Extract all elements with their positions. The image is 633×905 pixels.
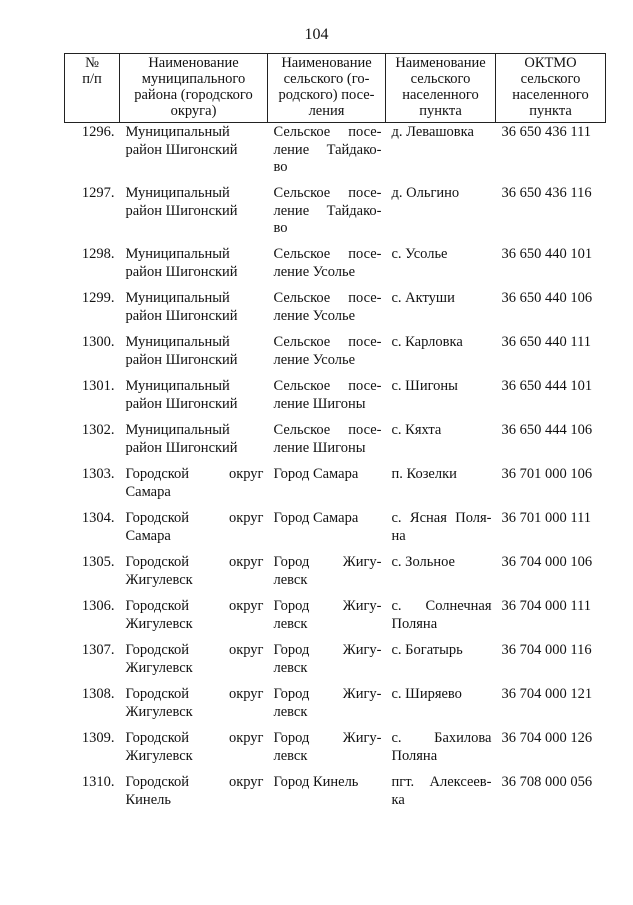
cell-line: ление Усолье [273, 351, 356, 368]
table-row [65, 554, 606, 598]
header-settlement: Наименование сельского (го- родского) посе- ления [268, 54, 386, 123]
cell-line: Муниципальный [125, 124, 230, 140]
cell-line: с. Зольное [391, 554, 455, 570]
row-number: 1307. [81, 642, 115, 658]
cell-line: Жигулевск [125, 571, 193, 588]
cell-line: район Шигонский [125, 307, 238, 324]
district-cell [120, 334, 268, 378]
cell-line: Сельское посе- [273, 378, 382, 394]
locality-cell [386, 774, 496, 818]
cell-line: Сельское посе- [273, 185, 382, 201]
oktmo-cell: 36 701 000 111 [501, 510, 592, 526]
cell-line: левск [273, 571, 308, 588]
cell-line: Сельское посе- [273, 124, 382, 140]
table-row [65, 598, 606, 642]
cell-line: Кинель [125, 791, 171, 808]
cell-line: ление Шигоны [273, 395, 366, 412]
row-number: 1303. [81, 466, 115, 482]
header-oktmo: ОКТМО сельского населенного пункта [496, 54, 606, 123]
oktmo-cell: 36 704 000 126 [501, 730, 593, 746]
oktmo-cell: 36 650 440 101 [501, 246, 593, 262]
settlement-cell [268, 686, 386, 730]
district-cell [120, 123, 268, 186]
cell-line: с. Богатырь [391, 642, 463, 658]
cell-line: Самара [125, 527, 171, 544]
cell-line: ление Тайдако- [273, 202, 382, 219]
cell-line: д. Левашовка [391, 124, 474, 140]
cell-line: с. Карловка [391, 334, 463, 350]
cell-line: Город Кинель [273, 774, 359, 790]
cell-line: Самара [125, 483, 171, 500]
table-row [65, 642, 606, 686]
cell-line: Город Жигу- [273, 730, 382, 746]
cell-line: район Шигонский [125, 141, 238, 158]
cell-line: Муниципальный [125, 246, 230, 262]
cell-line: Город Самара [273, 510, 359, 526]
table-row [65, 510, 606, 554]
cell-line: с. Бахилова [391, 730, 492, 746]
page-number: 104 [304, 26, 329, 43]
settlement-cell [268, 554, 386, 598]
district-cell [120, 686, 268, 730]
row-number: 1299. [81, 290, 115, 306]
header-locality: Наименование сельского населенного пункта [386, 54, 496, 123]
header-district: Наименование муниципального района (городского округа) [120, 54, 268, 123]
settlement-cell [268, 123, 386, 186]
cell-line: п. Козелки [391, 466, 457, 482]
oktmo-cell: 36 708 000 056 [501, 774, 593, 790]
cell-line: Жигулевск [125, 747, 193, 764]
oktmo-cell: 36 650 436 111 [501, 124, 592, 140]
cell-line: Город Самара [273, 466, 359, 482]
cell-line: район Шигонский [125, 351, 238, 368]
cell-line: район Шигонский [125, 395, 238, 412]
settlement-cell [268, 466, 386, 510]
cell-line: с. Актуши [391, 290, 455, 306]
cell-line: Сельское посе- [273, 290, 382, 306]
settlement-cell [268, 510, 386, 554]
locality-cell [386, 185, 496, 246]
settlement-cell [268, 730, 386, 774]
table-row [65, 123, 606, 186]
settlements-table [64, 53, 606, 818]
settlement-cell [268, 422, 386, 466]
table-row [65, 185, 606, 246]
row-number: 1308. [81, 686, 115, 702]
cell-line: Жигулевск [125, 659, 193, 676]
row-number: 1306. [81, 598, 115, 614]
cell-line: левск [273, 703, 308, 720]
cell-line: с. Кяхта [391, 422, 442, 438]
cell-line: Сельское посе- [273, 422, 382, 438]
cell-line: с. Усолье [391, 246, 448, 262]
cell-line: район Шигонский [125, 439, 238, 456]
district-cell [120, 642, 268, 686]
locality-cell [386, 642, 496, 686]
cell-line: Городской округ [125, 730, 264, 746]
oktmo-cell: 36 650 444 101 [501, 378, 593, 394]
district-cell [120, 185, 268, 246]
cell-line: Город Жигу- [273, 554, 382, 570]
cell-line: левск [273, 659, 308, 676]
oktmo-cell: 36 704 000 121 [501, 686, 593, 702]
locality-cell [386, 686, 496, 730]
cell-line: Муниципальный [125, 185, 230, 201]
table-body [65, 123, 606, 819]
cell-line: с. Шигоны [391, 378, 458, 394]
oktmo-cell: 36 701 000 106 [501, 466, 593, 482]
cell-line: Город Жигу- [273, 686, 382, 702]
cell-line: ка [391, 791, 405, 808]
district-cell [120, 466, 268, 510]
oktmo-cell: 36 704 000 116 [501, 642, 592, 658]
row-number: 1298. [81, 246, 115, 262]
oktmo-cell: 36 650 440 111 [501, 334, 592, 350]
cell-line: Жигулевск [125, 615, 193, 632]
locality-cell [386, 123, 496, 186]
cell-line: Городской округ [125, 642, 264, 658]
locality-cell [386, 378, 496, 422]
settlement-cell [268, 774, 386, 818]
locality-cell [386, 510, 496, 554]
district-cell [120, 554, 268, 598]
row-number: 1304. [81, 510, 115, 526]
cell-line: с. Солнечная [391, 598, 492, 614]
table-header [65, 54, 606, 123]
cell-line: во [273, 159, 288, 175]
cell-line: с. Ширяево [391, 686, 462, 702]
row-number: 1301. [81, 378, 115, 394]
locality-cell [386, 334, 496, 378]
cell-line: во [273, 220, 288, 236]
settlement-cell [268, 334, 386, 378]
table-row [65, 422, 606, 466]
locality-cell [386, 290, 496, 334]
cell-line: ление Усолье [273, 263, 356, 280]
cell-line: Поляна [391, 747, 438, 764]
header-number: № п/п [65, 54, 120, 123]
cell-line: район Шигонский [125, 263, 238, 280]
cell-line: левск [273, 615, 308, 632]
district-cell [120, 510, 268, 554]
table-row [65, 290, 606, 334]
cell-line: Жигулевск [125, 703, 193, 720]
table-row [65, 378, 606, 422]
oktmo-cell: 36 704 000 111 [501, 598, 592, 614]
oktmo-cell: 36 650 440 106 [501, 290, 593, 306]
cell-line: Городской округ [125, 598, 264, 614]
cell-line: Поляна [391, 615, 438, 632]
cell-line: ление Тайдако- [273, 141, 382, 158]
row-number: 1302. [81, 422, 115, 438]
settlement-cell [268, 378, 386, 422]
table-row [65, 246, 606, 290]
district-cell [120, 246, 268, 290]
cell-line: на [391, 527, 406, 544]
cell-line: Муниципальный [125, 378, 230, 394]
district-cell [120, 290, 268, 334]
cell-line: Город Жигу- [273, 598, 382, 614]
cell-line: район Шигонский [125, 202, 238, 219]
locality-cell [386, 246, 496, 290]
row-number: 1300. [81, 334, 115, 350]
row-number: 1309. [81, 730, 115, 746]
cell-line: Сельское посе- [273, 246, 382, 262]
oktmo-cell: 36 650 444 106 [501, 422, 593, 438]
table-header-row [65, 54, 606, 123]
district-cell [120, 598, 268, 642]
settlement-cell [268, 598, 386, 642]
locality-cell [386, 422, 496, 466]
row-number: 1297. [81, 185, 115, 201]
row-number: 1310. [81, 774, 115, 790]
cell-line: Сельское посе- [273, 334, 382, 350]
cell-line: Городской округ [125, 554, 264, 570]
cell-line: д. Ольгино [391, 185, 460, 201]
table-row [65, 730, 606, 774]
cell-line: с. Ясная Поля- [391, 510, 492, 526]
cell-line: пгт. Алексеев- [391, 774, 492, 790]
cell-line: Городской округ [125, 466, 264, 482]
settlement-cell [268, 185, 386, 246]
district-cell [120, 422, 268, 466]
cell-line: Городской округ [125, 686, 264, 702]
table-row [65, 686, 606, 730]
oktmo-cell: 36 650 436 116 [501, 185, 592, 201]
cell-line: Городской округ [125, 774, 264, 790]
settlement-cell [268, 246, 386, 290]
cell-line: Муниципальный [125, 334, 230, 350]
district-cell [120, 730, 268, 774]
cell-line: Муниципальный [125, 422, 230, 438]
settlement-cell [268, 290, 386, 334]
table-row [65, 774, 606, 818]
oktmo-cell: 36 704 000 106 [501, 554, 593, 570]
cell-line: ление Шигоны [273, 439, 366, 456]
locality-cell [386, 730, 496, 774]
district-cell [120, 378, 268, 422]
settlement-cell [268, 642, 386, 686]
cell-line: Городской округ [125, 510, 264, 526]
cell-line: левск [273, 747, 308, 764]
cell-line: Город Жигу- [273, 642, 382, 658]
locality-cell [386, 466, 496, 510]
table-row [65, 334, 606, 378]
district-cell [120, 774, 268, 818]
cell-line: ление Усолье [273, 307, 356, 324]
table-row [65, 466, 606, 510]
cell-line: Муниципальный [125, 290, 230, 306]
locality-cell [386, 598, 496, 642]
row-number: 1296. [81, 124, 115, 140]
row-number: 1305. [81, 554, 115, 570]
locality-cell [386, 554, 496, 598]
